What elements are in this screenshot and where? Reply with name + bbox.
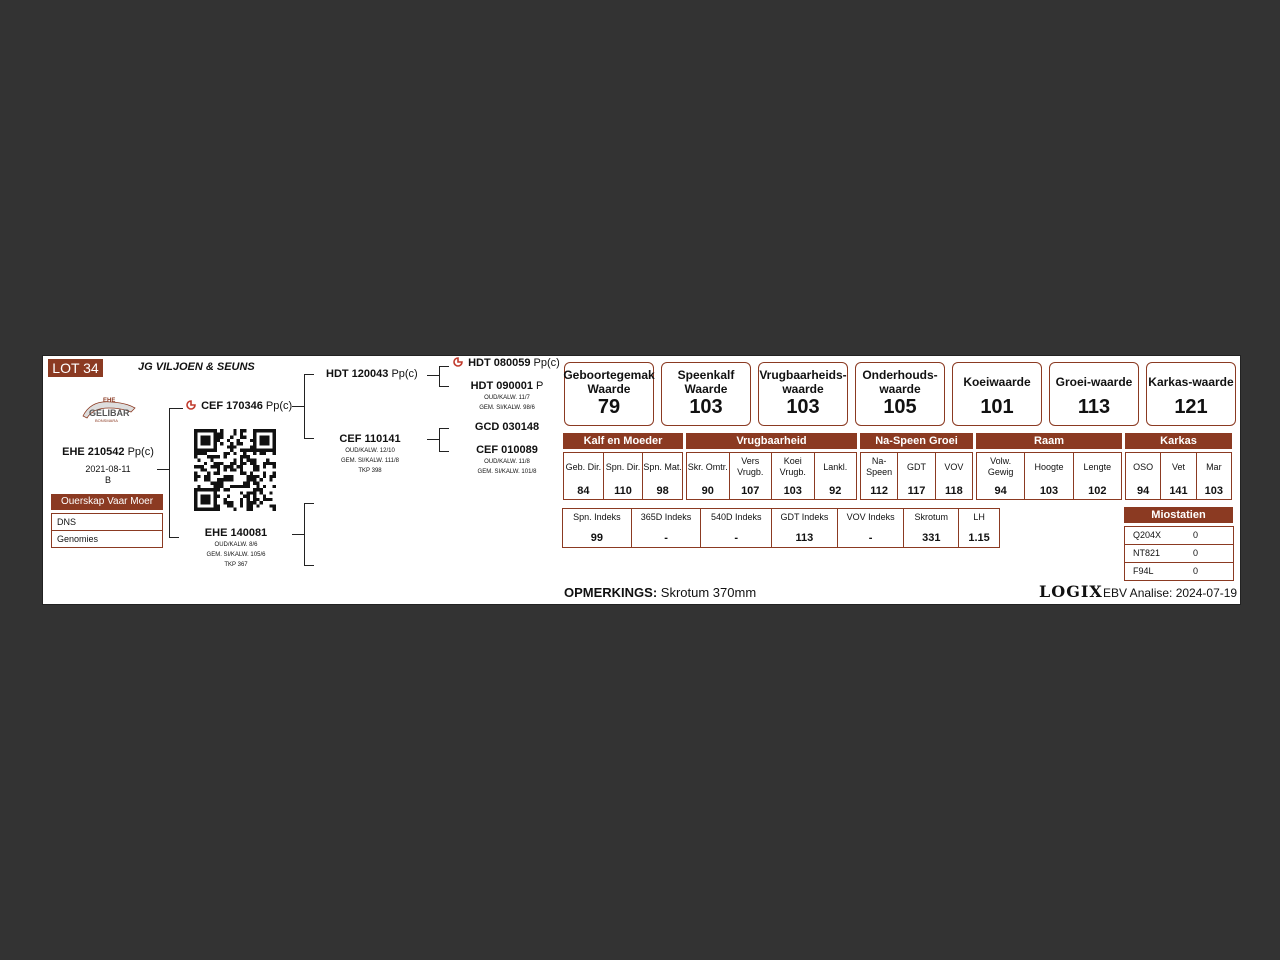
lot-card [42,355,1241,605]
ebv-cell [936,453,972,499]
sire-sire-dam-id [453,380,561,392]
gelibar-logo [77,394,141,428]
ebv-value: 98 [656,485,669,497]
value-label: Onderhouds-waarde [862,367,938,396]
ebv-header: Lankl. [823,461,848,472]
ebv-header: Volw. Gewig [987,456,1014,477]
sire-dam-id: CEF 110141 [339,433,401,445]
ebv-value: 110 [614,485,632,497]
myostatin-table [1124,526,1234,581]
index-header: LH [973,512,985,522]
value-number: 121 [1174,396,1208,418]
sire-dam-line2: GEM. SI/KALW. 111/8 [340,458,400,464]
group-na-speen-groei: Na-Speen Groei [860,433,973,449]
value-box-karkas [1146,362,1236,426]
index-value: - [868,532,873,544]
sire-dam-line3: TKP 398 [358,468,382,474]
sire-id-text: CEF 170346 [201,400,263,412]
myostatin-value: 0 [1193,566,1199,576]
ebv-cell [772,453,815,499]
ssd-suffix: P [536,380,544,392]
myostatin-key: NT821 [1133,548,1161,558]
ebv-header: Koei Vrugb. [779,456,806,477]
ebv-header: Lengte [1083,461,1112,472]
sire-dam-sire-id: GCD 030148 [474,421,540,433]
index-cell [563,509,632,547]
ebv-value: 103 [783,485,802,497]
index-value: 99 [590,532,603,544]
ebv-raam [976,452,1122,500]
value-box-onderhoud [855,362,945,426]
genomic-mark-icon [453,357,463,367]
group-vrugbaarheid: Vrugbaarheid [686,433,857,449]
sire-suffix: Pp(c) [265,400,293,412]
ebv-cell [730,453,773,499]
index-value: 113 [795,532,814,544]
index-cell [959,509,999,547]
ebv-value: 94 [1137,485,1150,497]
myostatin-header: Miostatien [1124,507,1233,523]
dam-line3: TKP 367 [224,562,248,568]
ebv-value: 141 [1169,485,1188,497]
ebv-header: Spn. Mat. [643,461,682,472]
ebv-header: VOV [944,461,964,472]
ebv-value: 107 [741,485,760,497]
myostatin-row [1125,545,1233,563]
sire-id [186,400,292,412]
ebv-vrugbaarheid [686,452,857,500]
ebv-value: 84 [577,485,590,497]
ebv-cell [687,453,730,499]
ebv-value: 103 [1204,485,1223,497]
index-header: 540D Indeks [710,512,762,522]
index-cell [772,509,838,547]
ssd-line1: OUD/KALW. 11/7 [484,395,530,401]
sire-dam-line1: OUD/KALW. 12/10 [345,448,395,454]
ebv-value: 112 [870,485,889,497]
ebv-na-speen-groei [860,452,973,500]
group-raam: Raam [976,433,1122,449]
sire-sire-id [326,368,418,380]
index-header: GDT Indeks [780,512,829,522]
ebv-cell [815,453,857,499]
ssd-id-text: HDT 090001 [470,380,533,392]
ebv-cell [564,453,604,499]
value-number: 79 [597,396,621,418]
index-cell [838,509,905,547]
owner-name: JG VILJOEN & SEUNS [138,361,255,373]
value-box-vrugbaarheid [758,362,848,426]
index-value: 331 [922,532,941,544]
ebv-cell [604,453,644,499]
ebv-cell [898,453,935,499]
ssd-line2: GEM. SI/KALW. 98/6 [479,405,535,411]
index-header: Skrotum [914,512,949,522]
ebv-header: GDT [906,461,926,472]
value-number: 113 [1077,396,1111,418]
myostatin-row [1125,563,1233,580]
ebv-karkas [1125,452,1232,500]
value-box-koeiwaarde [952,362,1042,426]
ebv-header: Mar [1206,461,1222,472]
ebv-header: Hoogte [1034,461,1064,472]
ebv-value: 118 [944,485,963,497]
sdd-line1: OUD/KALW. 11/8 [484,459,530,465]
sdd-line2: GEM. SI/KALW. 101/8 [477,469,537,475]
sire-sire-sire-id [453,357,560,369]
value-box-geboortegemak [564,362,654,426]
logo-name: GELIBAR [89,408,130,418]
value-label: Speenkalf Waarde [677,367,735,396]
bull-logo-icon [77,394,141,428]
animal-grade: B [104,475,111,485]
group-kalf-en-moeder: Kalf en Moeder [563,433,683,449]
remarks [564,585,756,600]
ebv-analysis-date: EBV Analise: 2024-07-19 [1103,586,1238,600]
qr-code-icon [194,429,276,511]
value-label: Geboortegemak Waarde [563,367,655,396]
ebv-cell [861,453,898,499]
sss-id-text: HDT 080059 [468,357,531,369]
ebv-cell [1126,453,1161,499]
value-label: Vrugbaarheids-waarde [759,367,847,396]
remarks-label: OPMERKINGS: [564,585,658,600]
ebv-header: Spn. Dir. [605,461,641,472]
value-number: 103 [786,396,820,418]
index-header: 365D Indeks [640,512,692,522]
index-table [562,508,1000,548]
ebv-cell [1197,453,1231,499]
ebv-header: Geb. Dir. [565,461,602,472]
value-box-groei [1049,362,1139,426]
value-label: Koeiwaarde [963,374,1031,389]
index-cell [904,509,959,547]
ebv-header: Na-Speen [866,456,893,477]
genomic-mark-icon [186,400,196,410]
ebv-value: 94 [994,485,1007,497]
sire-sire-id-text: HDT 120043 [326,368,389,380]
value-label: Karkas-waarde [1148,374,1234,389]
index-header: Spn. Indeks [573,512,621,522]
logo-sub: BONSMARA [95,418,118,423]
remarks-text: Skrotum 370mm [660,585,757,600]
dam-id: EHE 140081 [204,527,268,539]
ownership-row: DNS [52,514,162,531]
myostatin-key: Q204X [1133,530,1162,540]
ebv-cell [977,453,1025,499]
myostatin-key: F94L [1133,566,1154,576]
ebv-header: Vet [1171,461,1185,472]
group-karkas: Karkas [1125,433,1232,449]
ebv-cell [1161,453,1196,499]
ebv-cell [1074,453,1121,499]
ebv-header: Skr. Omtr. [687,461,728,472]
ebv-value: 92 [829,485,842,497]
index-value: - [664,532,668,544]
value-label: Groei-waarde [1055,374,1133,389]
value-box-speenkalf [661,362,751,426]
ebv-kalf-en-moeder [563,452,683,500]
value-number: 103 [689,396,723,418]
lot-badge: LOT 34 [48,359,103,377]
animal-suffix: Pp(c) [127,446,154,458]
index-cell [632,509,702,547]
myostatin-value: 0 [1193,548,1199,558]
value-number: 101 [980,396,1014,418]
ebv-value: 102 [1088,485,1107,497]
animal-id-text: EHE 210542 [62,446,125,458]
ebv-value: 90 [701,485,714,497]
animal-dob: 2021-08-11 [85,464,131,474]
logix-logo: LOGIX [1039,582,1103,601]
dam-line1: OUD/KALW. 8/6 [214,542,258,548]
index-cell [701,509,772,547]
sire-dam-dam-id: CEF 010089 [476,444,538,456]
ebv-value: 117 [907,485,926,497]
sss-suffix: Pp(c) [533,357,560,369]
ebv-header: Vers Vrugb. [737,456,764,477]
ownership-row: Genomies [57,534,99,544]
value-number: 105 [883,396,917,418]
ownership-box [51,513,163,548]
index-header: VOV Indeks [846,512,895,522]
sire-sire-suffix: Pp(c) [391,368,418,380]
ebv-cell [1025,453,1073,499]
ebv-cell [643,453,682,499]
ebv-header: OSO [1133,461,1154,472]
myostatin-value: 0 [1193,530,1199,540]
qr-code[interactable] [194,429,276,511]
logo-brand: EHE [103,398,116,404]
index-value: 1.15 [968,532,990,544]
index-value: - [734,532,739,544]
animal-id [48,446,168,458]
ownership-header: Ouerskap Vaar Moer [51,494,163,510]
myostatin-row [1125,527,1233,545]
dam-line2: GEM. SI/KALW. 105/6 [206,552,266,558]
ebv-value: 103 [1039,485,1059,497]
